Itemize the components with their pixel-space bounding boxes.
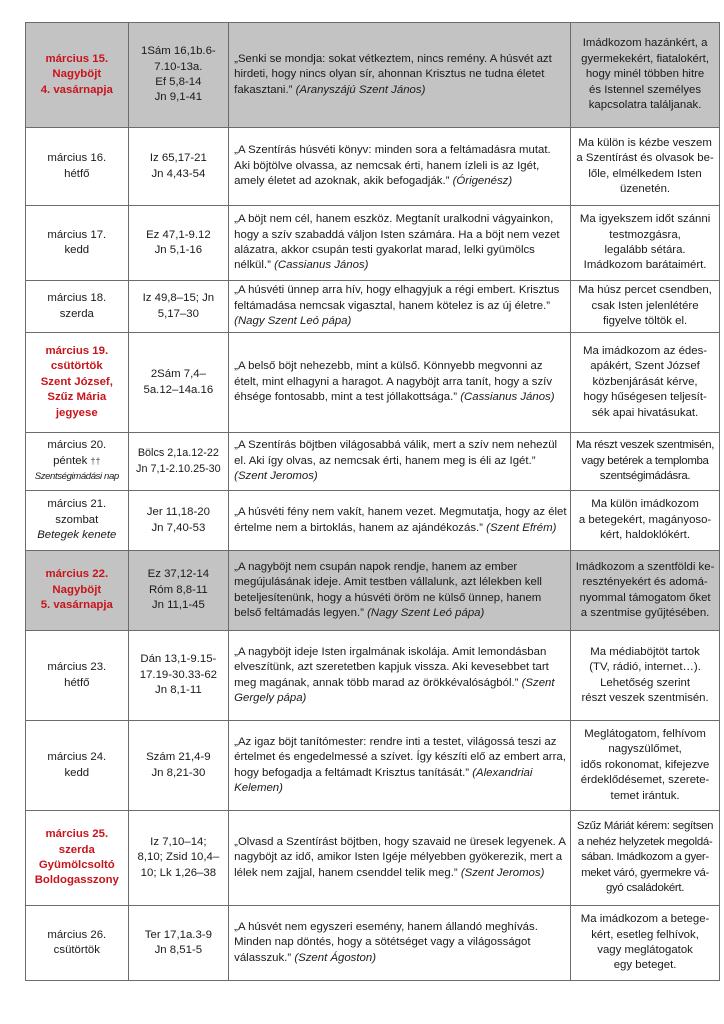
date-cell [26, 491, 129, 551]
pledge-cell [571, 631, 720, 721]
reading-reference: Ez 47,1-9.12 [146, 228, 211, 241]
pledge-line: a szentmise gyűjtésében. [580, 606, 710, 619]
readings-cell [128, 433, 229, 491]
pledge-cell [571, 721, 720, 811]
readings-cell [128, 333, 229, 433]
quote-cell [229, 23, 571, 128]
quote-text: „A belső böjt nehezebb, mint a külső. Könnyebb megvonni az ételt, mint elhagyni a haragot. A nagyböjt arra tanít, hogy a szív éhsége fontosabb, mint a test jóllakottsága.” [234, 360, 553, 404]
calendar-row [26, 551, 720, 631]
reading-reference: 17.19-30.33-62 [139, 668, 217, 681]
pledge-line: Imádkozom a szentföldi ke- [575, 560, 715, 573]
pledge-line: Szűz Máriát kérem: segítsen [576, 820, 714, 833]
date-note: Betegek kenete [37, 529, 117, 542]
quote-text: „A húsvéti fény nem vakít, hanem vezet. Megmutatja, hogy az élet értelme nem a birtoklás, hanem az ajándékozás.” [234, 506, 567, 534]
pledge-line: üzenetén. [620, 182, 671, 195]
pledge-cell [571, 333, 720, 433]
quote-text: „A nagyböjt nem csupán napok rendje, hanem az ember megújulásának ideje. Amit testben vállalunk, azt lélekben kell beteljesítenünk, hogy a húsvéti öröm ne külső ünnep, hanem belső feltámadás legyen.” [234, 560, 542, 619]
date-line: csütörtök [53, 944, 100, 956]
date-cell [26, 551, 129, 631]
readings-cell [128, 206, 229, 281]
reading-reference: Dán 13,1-9.15- [140, 653, 217, 666]
date-line: Nagyböjt [52, 68, 102, 81]
lenten-calendar-table [25, 22, 720, 981]
readings-cell [128, 551, 229, 631]
pledge-line: hogy minél többen hitre [585, 68, 705, 81]
pledge-line: Ma imádkozom a betege- [580, 913, 710, 926]
quote-text: „A nagyböjt ideje Isten irgalmának iskolája. Amit lemondásban elveszítünk, azt szeretetben kapjuk vissza. Aki kevesebbet tart meg magának, annak több marad az örökkévalóságból.” [234, 645, 549, 689]
pledge-line: vagy betérek a templomba [581, 454, 709, 467]
quote-cell [229, 631, 571, 721]
pledge-line: legalább sétára. [604, 244, 686, 256]
reading-reference: Jn 7,1-2.10.25-30 [136, 462, 221, 475]
calendar-row [26, 281, 720, 333]
quote-text: „A húsvét nem egyszeri esemény, hanem állandó meghívás. Minden nap döntés, hogy a sötétséget vagy a világosságot válasszuk.” [234, 920, 538, 964]
pledge-line: a nehéz helyzetek megoldá- [577, 835, 713, 848]
pledge-cell [571, 906, 720, 981]
pledge-line: egy beteget. [613, 959, 677, 972]
date-note: Szentségimádási nap [34, 471, 119, 483]
reading-reference: 10; Lk 1,26–38 [140, 866, 217, 879]
date-line: 5. vasárnapja [40, 599, 113, 612]
readings-cell [128, 631, 229, 721]
reading-reference: Iz 49,8–15; Jn [142, 292, 215, 305]
reading-reference: 5a.12–14a.16 [143, 383, 214, 396]
pledge-line: Imádkozom barátaimért. [583, 259, 707, 272]
calendar-row [26, 906, 720, 981]
reading-reference: Iz 7,10–14; [150, 835, 207, 848]
reading-reference: Jn 8,21-30 [151, 766, 206, 779]
date-line-wrap [30, 454, 124, 469]
pledge-line: nagyszülőmet, [608, 743, 682, 756]
date-line: 4. vasárnapja [40, 83, 113, 96]
reading-reference: 8,10; Zsid 10,4– [137, 851, 220, 864]
pledge-cell [571, 23, 720, 128]
quote-cell [229, 721, 571, 811]
reading-reference: 2Sám 7,4– [150, 368, 206, 381]
calendar-rows [26, 23, 720, 981]
reading-reference: Ez 37,12-14 [147, 568, 210, 581]
date-line: hétfő [64, 167, 90, 180]
pledge-line: Ma külön is kézbe veszem [578, 136, 712, 149]
reading-reference: Jn 4,43-54 [151, 167, 206, 180]
reading-reference: Jn 7,40-53 [151, 521, 206, 534]
date-line: csütörtök [50, 360, 103, 373]
pledge-line: és Istennel személyes [589, 83, 702, 96]
pledge-line: érdeklődésemet, szerete- [580, 774, 710, 787]
double-cross-icon: †† [90, 455, 101, 466]
date-cell [26, 906, 129, 981]
quote-author: (Szent Jeromos) [234, 470, 318, 483]
pledge-line: figyelve töltök el. [602, 315, 688, 328]
quote-text: „A Szentírás húsvéti könyv: minden sora a feltámadásra mutat. Aki böjtölve olvassa, az nemcsak érti, hanem ízleli is az Igét, amely életet ad azoknak, akik befogadják.” [234, 144, 551, 188]
quote-author: (Órigenész) [452, 175, 513, 188]
reading-reference: Iz 65,17-21 [149, 152, 207, 165]
date-line: Boldogasszony [34, 874, 119, 887]
quote-cell [229, 491, 571, 551]
reading-reference: Jn 11,1-45 [151, 599, 205, 612]
pledge-cell [571, 551, 720, 631]
reading-reference: Jn 5,1-16 [154, 244, 203, 256]
pledge-line: hogy hűségesen teljesít- [583, 391, 707, 404]
calendar-row [26, 23, 720, 128]
quote-cell [229, 906, 571, 981]
reading-reference: Jn 8,1-11 [155, 684, 202, 697]
reading-reference: 5,17–30 [157, 307, 199, 320]
pledge-line: a Szentírást és olvasok be- [576, 152, 714, 165]
date-line: március 16. [47, 152, 107, 165]
pledge-cell [571, 811, 720, 906]
date-line: szombat [55, 513, 99, 526]
pledge-line: (TV, rádió, internet…). [589, 661, 701, 674]
date-line: március 19. [45, 344, 109, 357]
quote-cell [229, 333, 571, 433]
quote-author: (Szent Jeromos) [460, 866, 545, 879]
pledge-line: közbenjárását kérve, [592, 375, 698, 388]
pledge-line: apákért, Szent József [590, 360, 700, 373]
date-line: március 22. [45, 568, 109, 581]
reading-reference: Szám 21,4-9 [146, 751, 211, 764]
quote-cell [229, 128, 571, 206]
date-cell [26, 631, 129, 721]
reading-reference: 1Sám 16,1b.6- [141, 45, 216, 58]
pledge-line: Ma igyekszem időt szánni [579, 213, 711, 226]
date-cell [26, 23, 129, 128]
pledge-line: a betegekért, magányoso- [578, 513, 712, 526]
reading-reference: 7.10-13a. [154, 60, 203, 73]
calendar-row [26, 128, 720, 206]
date-cell [26, 128, 129, 206]
pledge-cell [571, 206, 720, 281]
date-cell [26, 811, 129, 906]
date-line: március 21. [47, 498, 107, 511]
pledge-line: szentségimádásra. [599, 470, 691, 483]
date-line: március 24. [47, 751, 107, 764]
date-line: kedd [64, 244, 90, 256]
quote-author: (Nagy Szent Leó pápa) [234, 315, 352, 328]
date-line: Szűz Mária [47, 391, 107, 404]
pledge-line: nyommal támogatom őket [579, 591, 711, 604]
readings-cell [128, 721, 229, 811]
pledge-line: Lehetőség szerint [600, 676, 691, 689]
pledge-line: lőle, elmélkedem Isten [588, 167, 702, 180]
reading-reference: Jn 9,1-41 [154, 91, 203, 104]
date-cell [26, 333, 129, 433]
pledge-cell [571, 128, 720, 206]
quote-cell [229, 811, 571, 906]
calendar-row [26, 811, 720, 906]
quote-text: „A Szentírás böjtben világosabbá válik, mert a szív nem nehezül el. Aki így olvas, az nemcsak érti, hanem meg is éli az Igét.” [234, 439, 558, 467]
reading-reference: Ter 17,1a.3-9 [144, 928, 212, 941]
pledge-line: Ma húsz percet csendben, [578, 284, 712, 297]
pledge-line: sék apai hivatásukat. [591, 406, 699, 419]
date-line: Gyümölcsoltó [38, 859, 115, 871]
pledge-line: kapcsolatra találjanak. [588, 99, 702, 112]
quote-author: (Aranyszájú Szent János) [295, 83, 426, 96]
date-line: Szent József, [40, 375, 113, 388]
lenten-calendar-page [25, 22, 720, 981]
pledge-line: gyermekekért, fiatalokért, [581, 52, 709, 65]
quote-text: „A húsvéti ünnep arra hív, hogy elhagyjuk a régi embert. Krisztus feltámadása nemcsak vigasztal, hanem kötelez is az új életre.” [234, 284, 560, 312]
quote-text: „Olvasd a Szentírást böjtben, hogy szavaid ne üresek legyenek. A nagyböjt az idő, amikor Isten Igéje mélyebben gyökerezik, mert a lélek nem zajjal, hanem csenddel telik meg.” [234, 835, 566, 879]
readings-cell [128, 281, 229, 333]
quote-cell [229, 206, 571, 281]
pledge-line: testmozgásra, [609, 228, 681, 241]
calendar-row [26, 333, 720, 433]
reading-reference: Bölcs 2,1a.12-22 [137, 447, 219, 460]
date-line: szerda [58, 843, 95, 856]
quote-cell [229, 433, 571, 491]
date-cell [26, 206, 129, 281]
date-line: hétfő [64, 676, 90, 689]
readings-cell [128, 811, 229, 906]
pledge-line: Meglátogatom, felhívom [584, 727, 706, 740]
readings-cell [128, 491, 229, 551]
pledge-line: sában. Imádkozom a gyer- [581, 851, 709, 864]
quote-text: „Senki se mondja: sokat vétkeztem, nincs remény. A húsvét azt hirdeti, hogy nincs olyan sír, ahonnan Krisztus ne tudna életet fakasztani.” [234, 52, 552, 96]
calendar-row [26, 491, 720, 551]
quote-author: (Cassianus János) [274, 259, 369, 272]
date-line: március 15. [45, 52, 109, 65]
date-line: március 18. [47, 292, 107, 305]
date-line: péntek [53, 454, 88, 467]
quote-author: (Nagy Szent Leó pápa) [367, 606, 485, 619]
reading-reference: Jer 11,18-20 [146, 506, 210, 519]
pledge-line: Ma médiaböjtöt tartok [590, 645, 700, 658]
pledge-line: kért, esetleg felhívok, [591, 928, 699, 941]
quote-text: „A böjt nem cél, hanem eszköz. Megtanít uralkodni vágyainkon, hogy a szív szabaddá váljon Isten számára. Ha a böjt nem vezet alázatra, akkor csupán testi gyakorlat marad, lelki gyümölcs nélkül.” [234, 213, 560, 272]
pledge-line: Ma külön imádkozom [591, 498, 699, 511]
pledge-cell [571, 491, 720, 551]
pledge-cell [571, 433, 720, 491]
pledge-cell [571, 281, 720, 333]
pledge-line: Ma imádkozom az édes- [583, 344, 708, 357]
reading-reference: Róm 8,8-11 [149, 583, 208, 596]
pledge-line: Imádkozom hazánkért, a [582, 37, 708, 50]
date-line: március 26. [47, 928, 107, 941]
date-line: jegyese [55, 406, 98, 419]
pledge-line: csak Isten jelenlétére [591, 299, 699, 312]
calendar-row [26, 721, 720, 811]
pledge-line: részt veszek szentmisén. [581, 691, 709, 704]
pledge-line: kért, haldoklókért. [600, 529, 691, 542]
date-line: kedd [64, 766, 90, 779]
date-line: szerda [59, 307, 94, 320]
pledge-line: gyó családokért. [605, 882, 685, 895]
quote-author: (Szent Efrém) [486, 521, 557, 534]
quote-cell [229, 281, 571, 333]
pledge-line: meket váró, gyermekre vá- [581, 866, 710, 879]
calendar-row [26, 433, 720, 491]
pledge-line: Ma részt veszek szentmisén, [575, 439, 715, 452]
pledge-line: vagy meglátogatok [597, 944, 693, 956]
pledge-line: idős rokonomat, kifejezve [580, 758, 710, 771]
readings-cell [128, 23, 229, 128]
date-cell [26, 433, 129, 491]
readings-cell [128, 906, 229, 981]
reading-reference: Ef 5,8-14 [155, 76, 202, 88]
date-line: Nagyböjt [52, 583, 102, 596]
calendar-row [26, 206, 720, 281]
pledge-line: resztényekért és adomá- [582, 576, 708, 589]
date-line: március 20. [47, 439, 107, 452]
quote-author: (Alexandriai Kelemen) [234, 766, 533, 794]
date-cell [26, 721, 129, 811]
date-line: március 17. [47, 228, 107, 241]
pledge-line: temet irántuk. [610, 789, 680, 802]
readings-cell [128, 128, 229, 206]
quote-author: (Szent Gergely pápa) [234, 676, 555, 704]
quote-author: (Cassianus János) [460, 391, 555, 404]
date-line: március 25. [45, 828, 109, 841]
quote-author: (Szent Ágoston) [294, 951, 376, 964]
quote-text: „Az igaz böjt tanítómester: rendre inti a testet, világossá teszi az értelmet és engedelmessé a szívet. Így készíti elő az embert arra, hogy befogadja a feltámadt Krisztus tanítását.” [234, 735, 566, 779]
reading-reference: Jn 8,51-5 [154, 944, 203, 956]
date-cell [26, 281, 129, 333]
quote-cell [229, 551, 571, 631]
date-line: március 23. [47, 661, 107, 674]
calendar-row [26, 631, 720, 721]
